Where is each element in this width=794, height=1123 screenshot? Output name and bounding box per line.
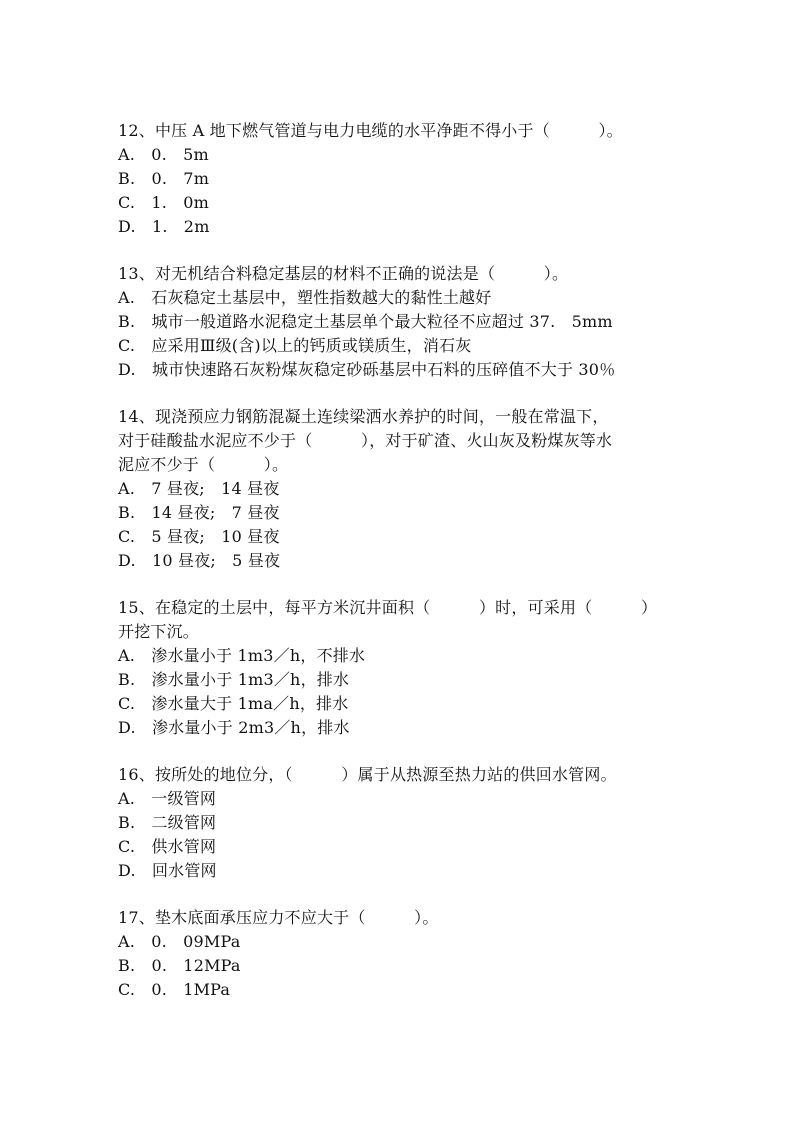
question-text: 13、对无机结合料稳定基层的材料不正确的说法是（ ）。 (118, 264, 569, 283)
option-a: A. 0. 5m (118, 145, 209, 164)
question-14 (118, 405, 698, 573)
option-b: B. 14 昼夜; 7 昼夜 (118, 503, 280, 522)
question-text: 17、垫木底面承压应力不应大于（ ）。 (118, 908, 439, 927)
option-b: B. 渗水量小于 1m3／h，排水 (118, 670, 350, 689)
question-text-line-1: 14、现浇预应力钢筋混凝土连续梁洒水养护的时间，一般在常温下， (118, 407, 609, 426)
question-list (118, 119, 698, 1025)
question-17 (118, 906, 698, 1002)
option-c: C. 0. 1MPa (118, 980, 231, 999)
question-text-line-2: 对于硅酸盐水泥应不少于（ ），对于矿渣、火山灰及粉煤灰等水 (118, 431, 613, 450)
option-b: B. 城市一般道路水泥稳定土基层单个最大粒径不应超过 37. 5mm (118, 312, 613, 331)
option-d: D. 城市快速路石灰粉煤灰稳定砂砾基层中石料的压碎值不大于 30％ (118, 360, 616, 379)
option-b: B. 0. 7m (118, 169, 210, 188)
option-b: B. 二级管网 (118, 813, 217, 832)
option-a: A. 7 昼夜; 14 昼夜 (118, 479, 280, 498)
option-a: A. 一级管网 (118, 789, 217, 808)
question-12 (118, 119, 698, 239)
option-d: D. 渗水量小于 2m3／h，排水 (118, 718, 350, 737)
option-a: A. 0. 09MPa (118, 932, 241, 951)
option-c: C. 5 昼夜; 10 昼夜 (118, 527, 280, 546)
option-d: D. 10 昼夜; 5 昼夜 (118, 551, 281, 570)
option-d: D. 回水管网 (118, 861, 217, 880)
question-text: 12、中压 A 地下燃气管道与电力电缆的水平净距不得小于（ ）。 (118, 121, 623, 140)
option-b: B. 0. 12MPa (118, 956, 241, 975)
option-c: C. 1. 0m (118, 193, 209, 212)
question-text-line-2: 开挖下沉。 (118, 622, 200, 641)
option-c: C. 渗水量大于 1ma／h，排水 (118, 694, 349, 713)
question-text-line-3: 泥应不少于（ ）。 (118, 455, 289, 474)
option-a: A. 渗水量小于 1m3／h，不排水 (118, 646, 366, 665)
option-d: D. 1. 2m (118, 217, 210, 236)
option-a: A. 石灰稳定土基层中，塑性指数越大的黏性土越好 (118, 288, 492, 307)
question-text: 16、按所处的地位分，（ ）属于从热源至热力站的供回水管网。 (118, 765, 617, 784)
option-c: C. 应采用Ⅲ级(含)以上的钙质或镁质生，消石灰 (118, 336, 472, 355)
option-c: C. 供水管网 (118, 837, 217, 856)
question-16 (118, 763, 698, 883)
question-text-line-1: 15、在稳定的土层中，每平方米沉井面积（ ）时，可采用（ ） (118, 598, 658, 617)
question-13 (118, 262, 698, 382)
question-15 (118, 596, 698, 740)
